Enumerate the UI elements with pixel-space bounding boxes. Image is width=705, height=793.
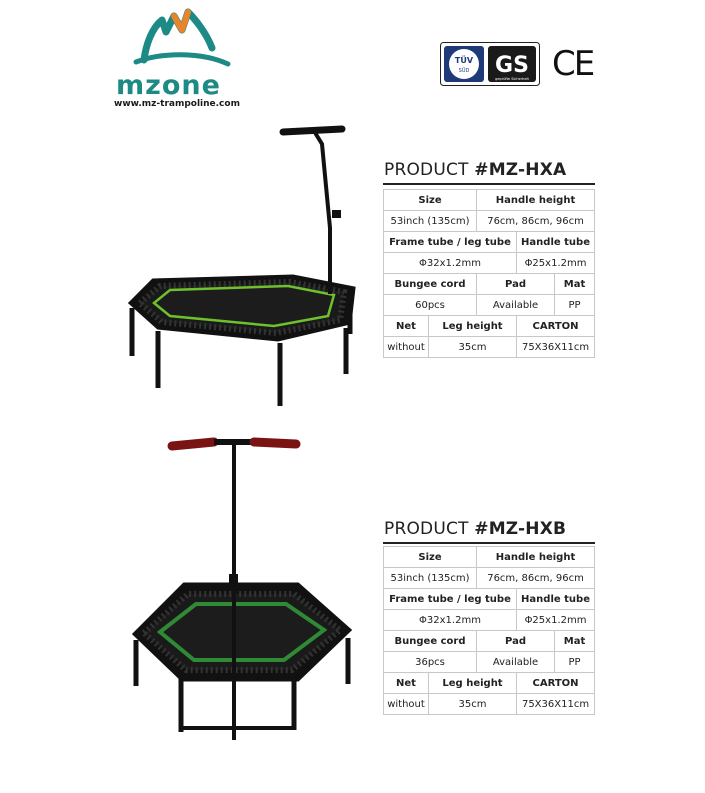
table-row <box>384 610 595 631</box>
tuv-sub-label: SÜD <box>458 68 470 74</box>
product-a-divider <box>383 183 595 185</box>
handle-height-header: Handle height <box>477 190 595 211</box>
size-value: 53inch (135cm) <box>384 211 477 232</box>
product-a-prefix: PRODUCT <box>384 160 475 180</box>
brand-logo <box>110 8 250 108</box>
carton-value: 75X36X11cm <box>517 694 595 715</box>
leg-height-value: 35cm <box>429 694 517 715</box>
bungee-value: 60pcs <box>384 295 477 316</box>
table-row <box>384 232 595 253</box>
leg-height-header: Leg height <box>429 316 517 337</box>
handle-tube-header: Handle tube <box>517 232 595 253</box>
handle-tube-value: Φ25x1.2mm <box>517 253 595 274</box>
mountain-logo-icon <box>122 8 242 70</box>
size-header: Size <box>384 190 477 211</box>
product-b-prefix: PRODUCT <box>384 519 475 539</box>
pad-value: Available <box>477 652 555 673</box>
brand-website: www.mz-trampoline.com <box>114 99 240 109</box>
table-row <box>384 673 595 694</box>
bungee-header: Bungee cord <box>384 274 477 295</box>
carton-header: CARTON <box>517 673 595 694</box>
ce-mark: CE <box>552 44 594 84</box>
product-b-spec-table <box>383 546 595 715</box>
table-row <box>384 211 595 232</box>
table-row <box>384 547 595 568</box>
bungee-header: Bungee cord <box>384 631 477 652</box>
mat-value: PP <box>555 652 595 673</box>
product-a-title <box>384 160 566 180</box>
mat-header: Mat <box>555 631 595 652</box>
net-header: Net <box>384 673 429 694</box>
mat-value: PP <box>555 295 595 316</box>
carton-value: 75X36X11cm <box>517 337 595 358</box>
handle-height-header: Handle height <box>477 547 595 568</box>
table-row <box>384 589 595 610</box>
frame-tube-value: Φ32x1.2mm <box>384 253 517 274</box>
pad-header: Pad <box>477 274 555 295</box>
product-a-code: #MZ-HXA <box>474 160 567 180</box>
table-row <box>384 568 595 589</box>
gs-label: GS <box>495 53 529 78</box>
gs-sub-label: geprüfte Sicherheit <box>495 77 529 81</box>
handle-tube-header: Handle tube <box>517 589 595 610</box>
table-row <box>384 253 595 274</box>
product-b-divider <box>383 542 595 544</box>
table-row <box>384 631 595 652</box>
frame-tube-header: Frame tube / leg tube <box>384 589 517 610</box>
table-row <box>384 274 595 295</box>
net-value: without <box>384 337 429 358</box>
tuv-gs-mark-icon <box>440 42 540 86</box>
handle-tube-value: Φ25x1.2mm <box>517 610 595 631</box>
handle-height-value: 76cm, 86cm, 96cm <box>477 211 595 232</box>
frame-tube-value: Φ32x1.2mm <box>384 610 517 631</box>
carton-header: CARTON <box>517 316 595 337</box>
frame-tube-header: Frame tube / leg tube <box>384 232 517 253</box>
brand-name: mzone <box>116 70 221 101</box>
trampoline-a-image <box>118 118 378 408</box>
leg-height-value: 35cm <box>429 337 517 358</box>
net-value: without <box>384 694 429 715</box>
pad-header: Pad <box>477 631 555 652</box>
leg-height-header: Leg height <box>429 673 517 694</box>
bungee-value: 36pcs <box>384 652 477 673</box>
mat-header: Mat <box>555 274 595 295</box>
table-row <box>384 652 595 673</box>
table-row <box>384 337 595 358</box>
trampoline-b-image <box>126 434 356 746</box>
size-header: Size <box>384 547 477 568</box>
tuv-label: TÜV <box>454 56 474 65</box>
product-b-title <box>384 519 566 539</box>
table-row <box>384 316 595 337</box>
product-a-spec-table <box>383 189 595 358</box>
handle-height-value: 76cm, 86cm, 96cm <box>477 568 595 589</box>
table-row <box>384 295 595 316</box>
net-header: Net <box>384 316 429 337</box>
size-value: 53inch (135cm) <box>384 568 477 589</box>
table-row <box>384 694 595 715</box>
product-b-code: #MZ-HXB <box>474 519 567 539</box>
certification-marks <box>440 42 600 86</box>
table-row <box>384 190 595 211</box>
pad-value: Available <box>477 295 555 316</box>
